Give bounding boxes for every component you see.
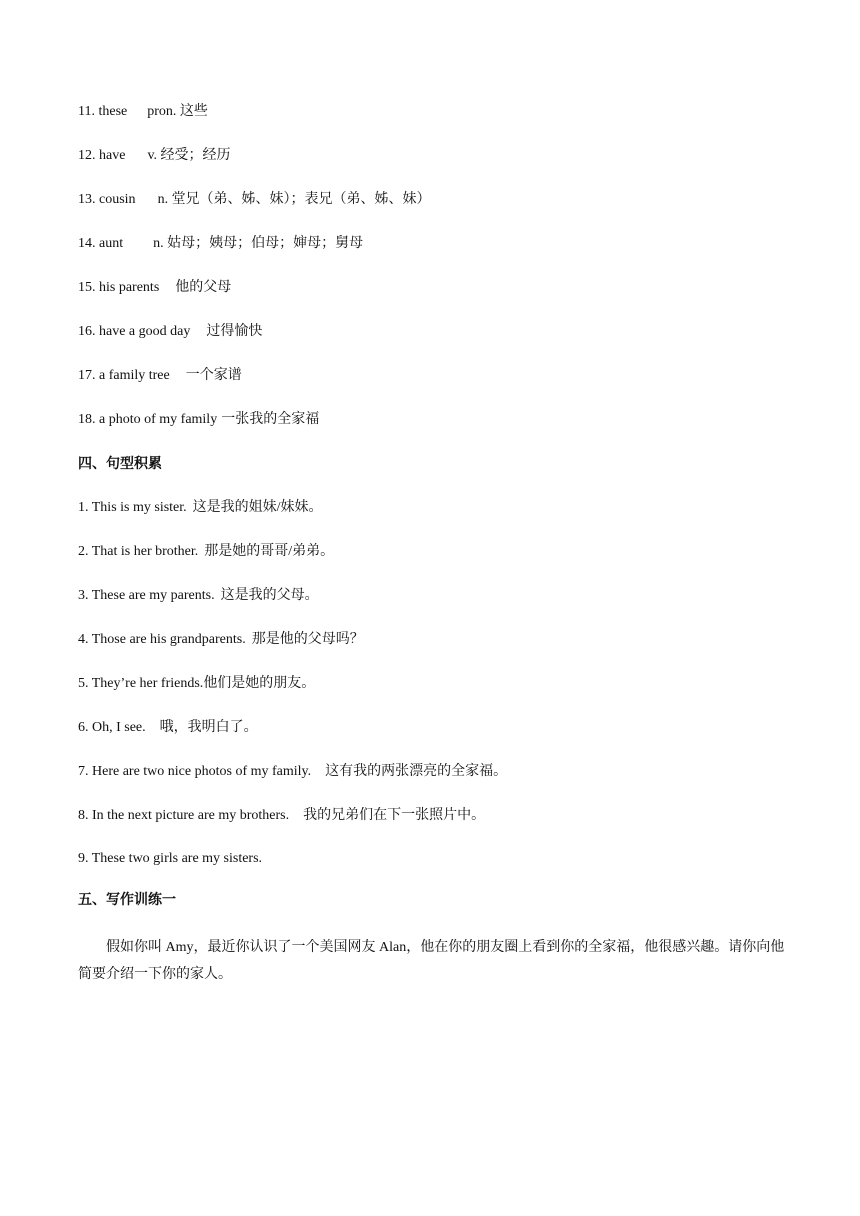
sentence-item	[78, 631, 364, 649]
sentence-english: 8. In the next picture are my brothers.	[78, 808, 290, 823]
vocab-term: 11. these	[78, 104, 128, 119]
sentence-english: 1. This is my sister.	[78, 500, 187, 515]
sentence-item	[78, 543, 334, 561]
vocab-term: 16. have a good day	[78, 324, 191, 339]
sentence-item	[78, 850, 262, 868]
vocab-definition: 一张我的全家福	[221, 412, 320, 427]
vocab-item	[78, 323, 262, 341]
vocab-definition: 过得愉快	[206, 324, 263, 339]
vocab-definition: n. 堂兄（弟、姊、妹）；表兄（弟、姊、妹）	[157, 192, 431, 207]
vocab-item	[78, 235, 363, 253]
sentence-chinese: 那是他的父母吗？	[251, 632, 364, 647]
sentence-english: 5. They’re her friends.	[78, 676, 204, 691]
sentence-chinese: 这有我的两张漂亮的全家福。	[325, 764, 508, 779]
section-heading: 四、句型积累	[78, 456, 162, 472]
vocab-item	[78, 411, 319, 429]
sentence-chinese: 这是我的父母。	[220, 588, 319, 603]
vocab-definition: n. 姑母；姨母；伯母；婶母；舅母	[153, 236, 364, 251]
sentence-english: 7. Here are two nice photos of my family.	[78, 764, 312, 779]
vocab-term: 18. a photo of my family	[78, 412, 218, 427]
sentence-item	[78, 587, 319, 605]
vocab-term: 14. aunt	[78, 236, 124, 251]
sentence-item	[78, 807, 485, 825]
sentence-english: 9. These two girls are my sisters.	[78, 851, 263, 866]
sentence-chinese: 他们是她的朋友。	[203, 676, 316, 691]
sentence-chinese: 这是我的姐妹/妹妹。	[192, 500, 323, 515]
sentence-item	[78, 719, 258, 737]
vocab-item	[78, 367, 242, 385]
vocab-item	[78, 147, 231, 165]
sentence-chinese: 那是她的哥哥/弟弟。	[204, 544, 335, 559]
vocab-definition: v. 经受；经历	[147, 148, 231, 163]
sentence-item	[78, 499, 323, 517]
sentence-english: 3. These are my parents.	[78, 588, 215, 603]
vocab-definition: pron. 这些	[147, 104, 208, 119]
sentence-english: 2. That is her brother.	[78, 544, 199, 559]
section-heading: 五、写作训练一	[78, 892, 176, 908]
vocab-term: 12. have	[78, 148, 126, 163]
vocab-item	[78, 279, 231, 297]
vocab-definition: 一个家谱	[185, 368, 242, 383]
writing-prompt: 假如你叫 Amy，最近你认识了一个美国网友 Alan，他在你的朋友圈上看到你的全家福，他很感兴趣。请你向他简要介绍一下你的家人。	[78, 940, 785, 982]
sentence-chinese: 哦，我明白了。	[159, 720, 258, 735]
vocab-term: 17. a family tree	[78, 368, 170, 383]
vocab-item	[78, 103, 208, 121]
vocab-term: 13. cousin	[78, 192, 136, 207]
vocab-definition: 他的父母	[175, 280, 232, 295]
sentence-chinese: 我的兄弟们在下一张照片中。	[303, 808, 486, 823]
sentence-english: 4. Those are his grandparents.	[78, 632, 246, 647]
vocab-item	[78, 191, 431, 209]
sentence-item	[78, 675, 315, 693]
sentence-english: 6. Oh, I see.	[78, 720, 146, 735]
vocab-term: 15. his parents	[78, 280, 160, 295]
sentence-item	[78, 763, 507, 781]
